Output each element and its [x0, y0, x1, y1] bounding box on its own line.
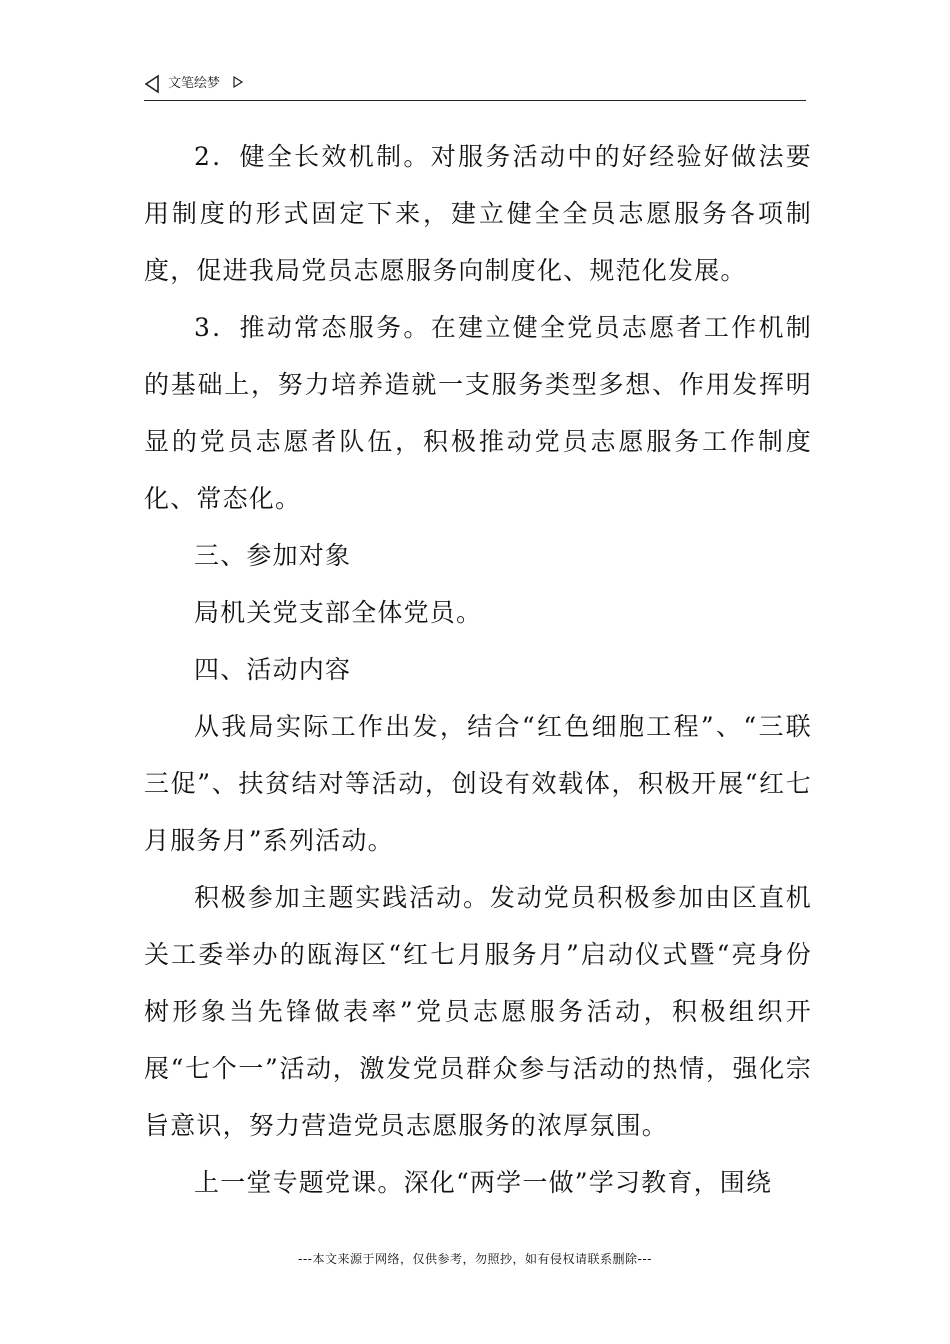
paragraph-party-lecture: 上一堂专题党课。深化“两学一做”学习教育，围绕 — [194, 1168, 773, 1197]
section-heading-activities: 四、活动内容 — [194, 655, 352, 684]
paragraph-theme-practice: 积极参加主题实践活动。发动党员积极参加由区直机关工委举办的瓯海区“红七月服务月”启动仪式暨“亮身份树形象当先锋做表率”党员志愿服务活动，积极组织开展“七个一”活动，激发党员群众参与活动的热情，强化宗旨意识，努力营造党员志愿服务的浓厚氛围。 — [144, 883, 812, 1140]
left-triangle-icon — [144, 74, 160, 94]
paragraph-mechanism: 2．健全长效机制。对服务活动中的好经验好做法要用制度的形式固定下来，建立健全全员志愿服务各项制度，促进我局党员志愿服务向制度化、规范化发展。 — [144, 142, 812, 285]
header-brand: 文笔绘梦 — [168, 76, 221, 91]
right-triangle-icon — [233, 76, 243, 88]
document-body — [144, 128, 812, 1211]
section-heading-participants: 三、参加对象 — [194, 541, 352, 570]
page-header — [144, 72, 806, 101]
paragraph-participants: 局机关党支部全体党员。 — [194, 598, 483, 627]
paragraph-routine-service: 3．推动常态服务。在建立健全党员志愿者工作机制的基础上，努力培养造就一支服务类型多想、作用发挥明显的党员志愿者队伍，积极推动党员志愿服务工作制度化、常态化。 — [144, 313, 812, 513]
paragraph-activities-intro: 从我局实际工作出发，结合“红色细胞工程”、“三联三促”、扶贫结对等活动，创设有效载体，积极开展“红七月服务月”系列活动。 — [144, 712, 812, 855]
footer-notice: ---本文来源于网络，仅供参考，勿照抄，如有侵权请联系删除--- — [298, 1252, 652, 1266]
